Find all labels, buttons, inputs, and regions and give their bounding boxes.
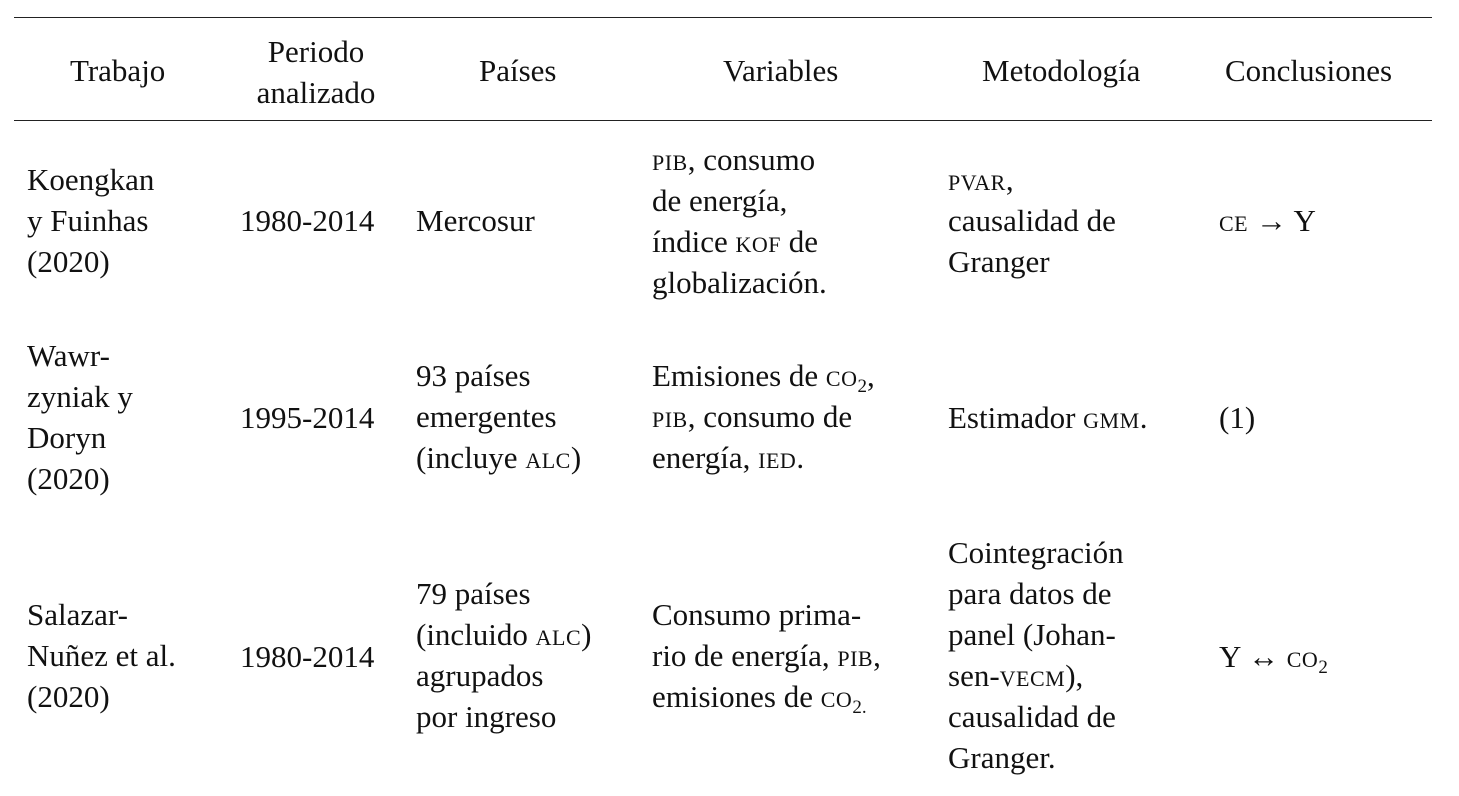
row2-paises-line3-pre: (incluye <box>416 440 526 475</box>
row1-variables-pib: pib <box>652 142 688 177</box>
row1-metodologia-line1 <box>948 159 1116 200</box>
row3-paises-line1: 79 países <box>416 576 531 611</box>
row2-variables-line2 <box>652 396 875 437</box>
row2-variables-co-sub: 2 <box>857 376 867 397</box>
row1-trabajo-line2: y Fuinhas <box>27 203 149 238</box>
row2-trabajo-line4: (2020) <box>27 461 110 496</box>
row3-metodologia-line2: para datos de <box>948 576 1112 611</box>
row1-variables-line1-rest: , consumo <box>687 142 816 177</box>
row1-variables-line2: de energía, <box>652 183 788 218</box>
row1-trabajo-line1: Koengkan <box>27 162 155 197</box>
row3-conclusiones-y: Y <box>1219 639 1241 674</box>
row2-periodo: 1995-2014 <box>240 400 375 435</box>
row3-metodologia-line5: causalidad de <box>948 699 1116 734</box>
row3-paises-alc: alc <box>535 617 582 652</box>
row3-metodologia-vecm: vecm <box>999 658 1066 693</box>
row3-trabajo <box>27 594 176 717</box>
row1-variables-line3-pre: índice <box>652 224 736 259</box>
row2-variables-line1 <box>652 355 875 396</box>
row2-variables-line1-pre: Emisiones de <box>652 358 826 393</box>
row2-variables-line1-post: , <box>866 358 875 393</box>
row1-conclusiones <box>1219 200 1316 241</box>
row2-variables-line3 <box>652 437 875 478</box>
row1-metodologia <box>948 159 1116 282</box>
row2-trabajo-line3: Doryn <box>27 420 107 455</box>
row3-variables-co: co <box>820 679 853 714</box>
row3-metodologia-line4-post: ), <box>1065 658 1084 693</box>
row1-variables-line3 <box>652 221 827 262</box>
row3-variables-line1: Consumo prima- <box>652 597 862 632</box>
row3-trabajo-line3: (2020) <box>27 679 110 714</box>
row2-paises-line2: emergentes <box>416 399 557 434</box>
row3-paises-line2 <box>416 614 592 655</box>
row1-variables-line1 <box>652 139 827 180</box>
row1-conclusiones-arrow: → <box>1255 203 1287 238</box>
row2-metodologia <box>948 397 1147 438</box>
row3-variables-line3-pre: emisiones de <box>652 679 821 714</box>
row3-trabajo-line1: Salazar- <box>27 597 128 632</box>
row2-trabajo-line1: Wawr- <box>27 338 110 373</box>
row2-metodologia-post: . <box>1139 400 1148 435</box>
row3-metodologia-line4 <box>948 655 1124 696</box>
row3-conclusiones-co: co <box>1286 639 1319 674</box>
header-periodo-line1: Periodo <box>267 34 365 69</box>
row1-trabajo <box>27 159 154 282</box>
row3-variables-line3 <box>652 676 881 717</box>
row3-paises <box>416 573 592 737</box>
row3-variables <box>652 594 881 717</box>
header-periodo <box>240 31 392 113</box>
row2-variables-pib: pib <box>652 399 688 434</box>
table-top-rule <box>14 17 1432 18</box>
row3-variables-pib: pib <box>837 638 874 673</box>
row1-conclusiones-ce: ce <box>1219 203 1249 238</box>
row3-variables-line2 <box>652 635 881 676</box>
row2-paises-line1: 93 países <box>416 358 531 393</box>
row2-variables-ied: ied <box>758 440 797 475</box>
row2-variables-line3-pre: energía, <box>652 440 759 475</box>
row3-metodologia-line4-pre: sen- <box>948 658 1000 693</box>
header-periodo-line2: analizado <box>256 75 376 110</box>
row3-metodologia-line3: panel (Johan- <box>948 617 1116 652</box>
table-header-rule <box>14 120 1432 121</box>
row2-variables-line2-rest: , consumo de <box>687 399 853 434</box>
row2-variables <box>652 355 875 478</box>
row3-periodo: 1980-2014 <box>240 639 375 674</box>
header-trabajo: Trabajo <box>70 53 166 88</box>
row3-metodologia-line6: Granger. <box>948 740 1056 775</box>
row3-paises-line3: agrupados <box>416 658 544 693</box>
header-variables: Variables <box>723 53 839 88</box>
row2-trabajo <box>27 335 133 499</box>
row2-paises-line3-post: ) <box>570 440 582 475</box>
row3-trabajo-line2: Nuñez et al. <box>27 638 176 673</box>
header-paises: Países <box>479 53 557 88</box>
row1-metodologia-line2: causalidad de <box>948 203 1116 238</box>
row3-variables-line2-pre: rio de energía, <box>652 638 838 673</box>
row1-conclusiones-y: Y <box>1293 203 1316 238</box>
row1-trabajo-line3: (2020) <box>27 244 110 279</box>
row3-variables-line2-post: , <box>873 638 881 673</box>
row2-metodologia-gmm: gmm <box>1083 400 1140 435</box>
row2-paises-alc: alc <box>525 440 571 475</box>
row1-metodologia-line3: Granger <box>948 244 1050 279</box>
row2-variables-line3-post: . <box>796 440 805 475</box>
row2-metodologia-pre: Estimador <box>948 400 1084 435</box>
row3-metodologia <box>948 532 1124 778</box>
row3-variables-co-sub: 2. <box>852 697 867 718</box>
row1-metodologia-pvar: pvar <box>948 162 1006 197</box>
row3-metodologia-line1: Cointegración <box>948 535 1124 570</box>
row2-paises-line3 <box>416 437 581 478</box>
row1-metodologia-line1-rest: , <box>1005 162 1014 197</box>
row2-paises <box>416 355 581 478</box>
row3-conclusiones-co-sub: 2 <box>1318 657 1328 678</box>
row1-paises: Mercosur <box>416 203 535 238</box>
row1-variables-line4: globalización. <box>652 265 827 300</box>
row3-paises-line4: por ingreso <box>416 699 557 734</box>
header-conclusiones: Conclusiones <box>1225 53 1393 88</box>
row3-paises-line2-pre: (incluido <box>416 617 536 652</box>
row3-conclusiones <box>1219 636 1328 677</box>
row1-variables-kof: kof <box>735 224 782 259</box>
row3-conclusiones-arrow: ↔ <box>1248 639 1279 674</box>
row2-variables-co: co <box>825 358 858 393</box>
header-metodologia: Metodología <box>982 53 1141 88</box>
row2-conclusiones: (1) <box>1219 400 1256 435</box>
row1-periodo: 1980-2014 <box>240 203 375 238</box>
row1-variables-line3-post: de <box>781 224 819 259</box>
row2-trabajo-line2: zyniak y <box>27 379 133 414</box>
row1-variables <box>652 139 827 303</box>
row3-paises-line2-post: ) <box>581 617 592 652</box>
